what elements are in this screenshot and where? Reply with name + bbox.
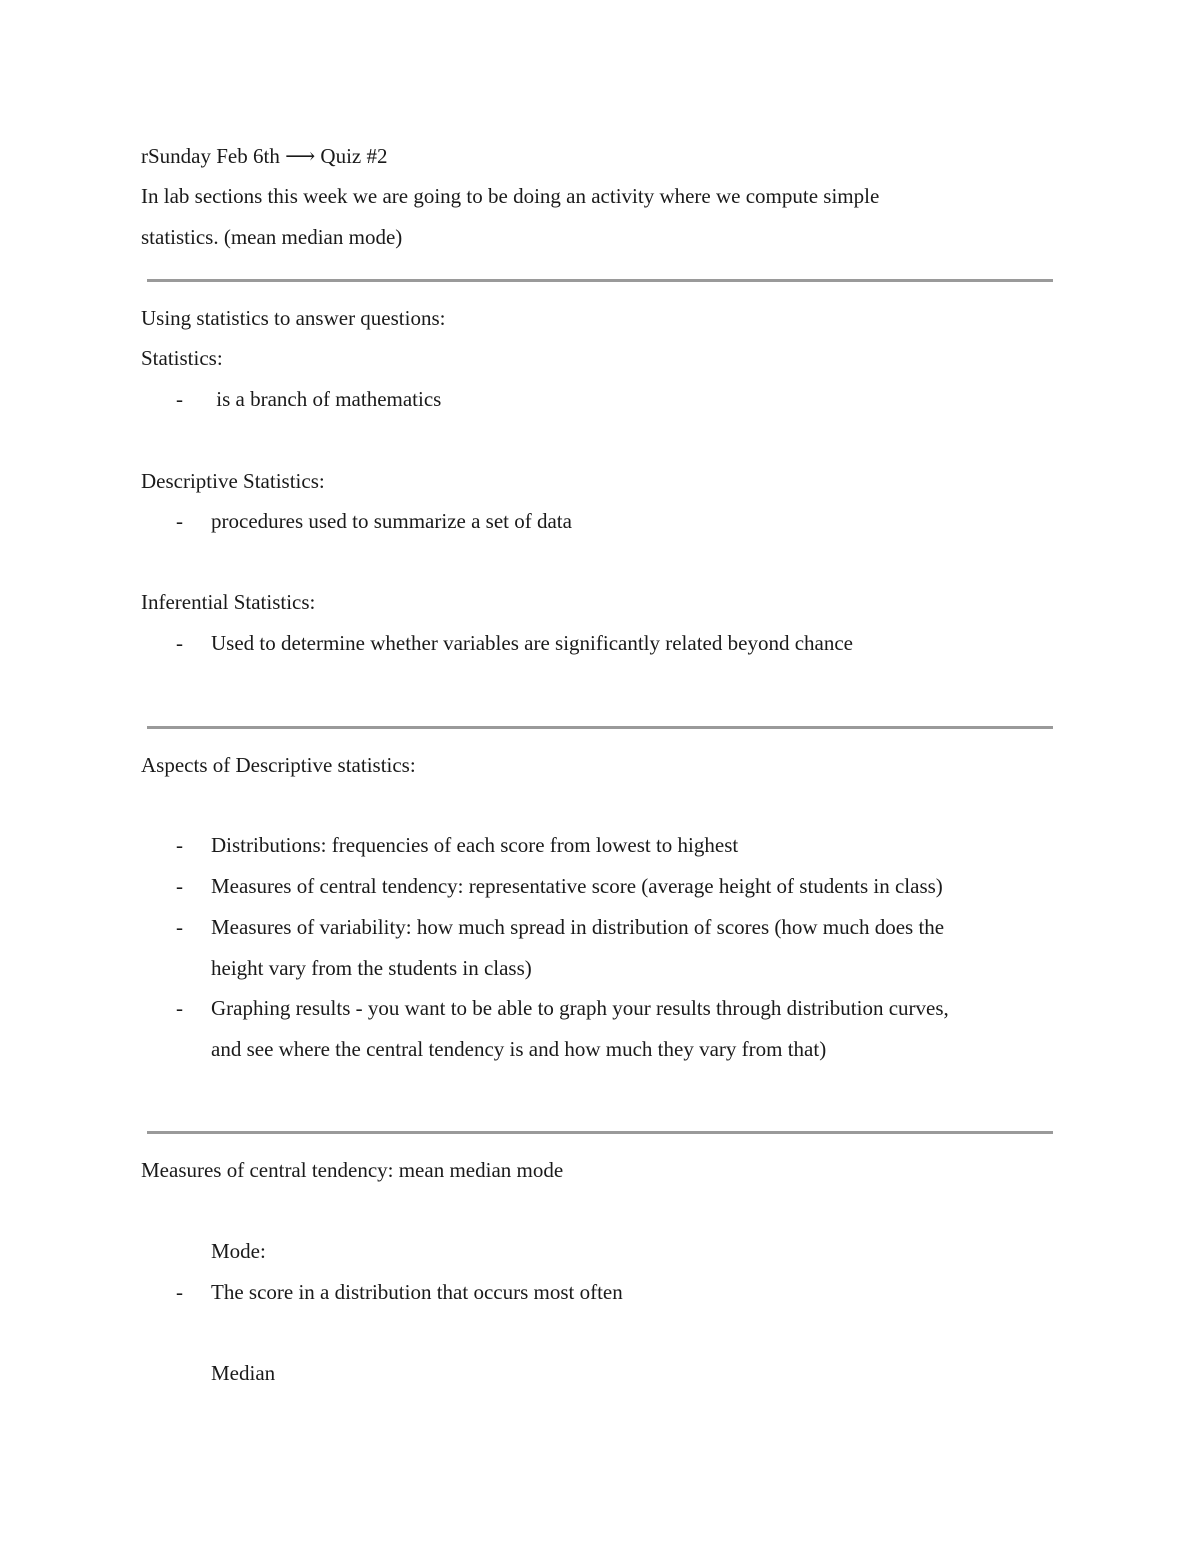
bullet-dash: -	[176, 833, 183, 857]
section-divider	[147, 726, 1053, 729]
statistics-label: Statistics:	[141, 346, 223, 370]
aspect-bullet-variability-line-1: Measures of variability: how much spread in distribution of scores (how much does the	[211, 915, 945, 939]
inferential-statistics-bullet: Used to determine whether variables are significantly related beyond chance	[211, 631, 853, 655]
median-label: Median	[211, 1361, 276, 1385]
section-divider	[147, 279, 1053, 282]
intro-text-line-2: statistics. (mean median mode)	[141, 225, 403, 249]
section-heading-central-tendency: Measures of central tendency: mean median mode	[141, 1158, 564, 1182]
statistics-bullet: is a branch of mathematics	[211, 387, 442, 411]
bullet-dash: -	[176, 631, 183, 655]
aspect-bullet-graphing-line-1: Graphing results - you want to be able to graph your results through distribution curves,	[211, 996, 949, 1020]
bullet-dash: -	[176, 509, 183, 533]
bullet-dash: -	[176, 915, 183, 939]
bullet-dash: -	[176, 874, 183, 898]
section-heading-aspects: Aspects of Descriptive statistics:	[141, 753, 416, 777]
descriptive-statistics-label: Descriptive Statistics:	[141, 469, 325, 493]
section-heading-using-statistics: Using statistics to answer questions:	[141, 306, 446, 330]
bullet-dash: -	[176, 1280, 183, 1304]
inferential-statistics-label: Inferential Statistics:	[141, 590, 316, 614]
date-quiz-line: rSunday Feb 6th ⟶ Quiz #2	[141, 144, 388, 168]
aspect-bullet-graphing-line-2: and see where the central tendency is and how much they vary from that)	[211, 1037, 827, 1061]
aspect-bullet-distributions: Distributions: frequencies of each score from lowest to highest	[211, 833, 739, 857]
intro-text-line-1: In lab sections this week we are going to be doing an activity where we compute simple	[141, 184, 880, 208]
mode-bullet: The score in a distribution that occurs most often	[211, 1280, 623, 1304]
bullet-dash: -	[176, 387, 183, 411]
aspect-bullet-variability-line-2: height vary from the students in class)	[211, 956, 532, 980]
section-divider	[147, 1131, 1053, 1134]
mode-label: Mode:	[211, 1239, 266, 1263]
aspect-bullet-central-tendency: Measures of central tendency: representative score (average height of students in class)	[211, 874, 943, 898]
bullet-dash: -	[176, 996, 183, 1020]
descriptive-statistics-bullet: procedures used to summarize a set of data	[211, 509, 572, 533]
